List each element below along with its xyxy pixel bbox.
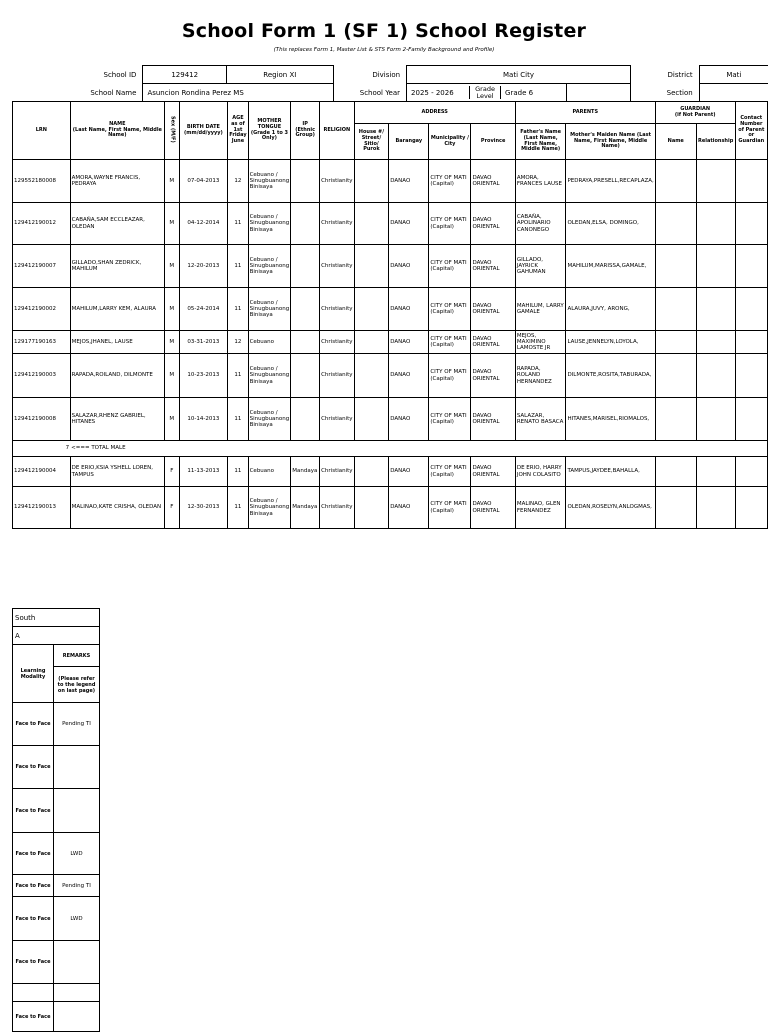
modality-row (13, 1002, 100, 1032)
learning-modality-value: Face to Face (13, 746, 54, 789)
student-age: 11 (228, 457, 248, 487)
student-age: 11 (228, 203, 248, 245)
student-mother: HITANES,MARISEL,RIOMALOS, (566, 398, 655, 441)
student-relationship (696, 331, 735, 354)
student-mother: MAHILUM,MARISSA,GAMALE, (566, 245, 655, 288)
student-house (354, 457, 389, 487)
school-name-value: Asuncion Rondina Perez MS (143, 84, 333, 102)
modality-row (13, 941, 100, 984)
col-name: NAME (Last Name, First Name, Middle Name) (70, 102, 164, 160)
school-info-table (12, 65, 768, 102)
student-father: GILLADO, JAYRICK GAHUMAN (515, 245, 566, 288)
student-relationship (696, 288, 735, 331)
col-mother: Mother's Maiden Name (Last Name, First Name, Middle Name) (566, 124, 655, 160)
student-house (354, 288, 389, 331)
student-relationship (696, 245, 735, 288)
col-birth-date: BIRTH DATE (mm/dd/yyyy) (179, 102, 228, 160)
student-name: MEJOS,JHANEL, LAUSE (70, 331, 164, 354)
student-mother-tongue: Cebuano (248, 457, 291, 487)
student-religion: Christianity (320, 245, 354, 288)
student-mother: OLEDAN,ROSELYN,ANLOGMAS, (566, 487, 655, 529)
modality-row (13, 703, 100, 746)
modality-remarks-table (12, 608, 100, 1032)
student-municipality: CITY OF MATI (Capital) (429, 457, 471, 487)
student-lrn: 129412190008 (13, 398, 71, 441)
student-name: AMORA,WAYNE FRANCIS, PEDRAYA (70, 160, 164, 203)
col-guardian: GUARDIAN (if Not Parent) (655, 102, 735, 124)
student-row (13, 331, 768, 354)
student-age: 11 (228, 245, 248, 288)
division-label: Division (372, 70, 401, 79)
section-label: Section (666, 88, 693, 97)
student-guardian (655, 398, 696, 441)
col-province: Province (471, 124, 515, 160)
student-province: DAVAO ORIENTAL (471, 331, 515, 354)
learning-modality-value (13, 984, 54, 1002)
student-guardian (655, 288, 696, 331)
page-subtitle: (This replaces Form 1, Master List & STS Form 2-Family Background and Profile) (273, 47, 495, 53)
section-continued: A (13, 627, 100, 645)
col-municipality: Municipality / City (429, 124, 471, 160)
learning-modality-value: Face to Face (13, 703, 54, 746)
student-province: DAVAO ORIENTAL (471, 457, 515, 487)
student-mother-tongue: Cebuano / Sinugbuanong Binisaya (248, 487, 291, 529)
learning-modality-header: Learning Modality (13, 645, 54, 703)
student-municipality: CITY OF MATI (Capital) (429, 331, 471, 354)
student-ip: Mandaya (291, 487, 320, 529)
student-barangay: DANAO (389, 160, 429, 203)
col-address: ADDRESS (354, 102, 515, 124)
student-father: MAHILUM, LARRY GAMALE (515, 288, 566, 331)
student-ip (291, 331, 320, 354)
learning-modality-value: Face to Face (13, 941, 54, 984)
school-year-value: 2025 - 2026 (411, 88, 454, 97)
student-province: DAVAO ORIENTAL (471, 245, 515, 288)
student-sex: M (165, 354, 180, 398)
student-ip (291, 354, 320, 398)
student-age: 12 (228, 331, 248, 354)
remarks-value (54, 941, 100, 984)
student-sex: M (165, 160, 180, 203)
student-province: DAVAO ORIENTAL (471, 354, 515, 398)
student-mother-tongue: Cebuano / Sinugbuanong Binisaya (248, 245, 291, 288)
col-parents: PARENTS (515, 102, 655, 124)
grade-level-label: Grade Level (469, 86, 501, 100)
student-religion: Christianity (320, 331, 354, 354)
student-father: SALAZAR, RENATO BASACA (515, 398, 566, 441)
remarks-value (54, 746, 100, 789)
student-mother-tongue: Cebuano / Sinugbuanong Binisaya (248, 160, 291, 203)
student-ip (291, 245, 320, 288)
student-province: DAVAO ORIENTAL (471, 160, 515, 203)
student-religion: Christianity (320, 160, 354, 203)
student-contact (735, 331, 767, 354)
school-id-value: 129412 (143, 66, 227, 84)
modality-row (13, 746, 100, 789)
student-name: GILLADO,SHAN ZEDRICK, MAHILUM (70, 245, 164, 288)
student-name: CABAÑA,SAM ECCLEAZAR, OLEDAN (70, 203, 164, 245)
student-house (354, 245, 389, 288)
student-birth-date: 10-14-2013 (179, 398, 228, 441)
student-father: RAPADA, ROLAND HERNANDEZ (515, 354, 566, 398)
school-year-label: School Year (359, 88, 401, 97)
student-sex: F (165, 487, 180, 529)
student-lrn: 129412190012 (13, 203, 71, 245)
student-birth-date: 12-30-2013 (179, 487, 228, 529)
student-contact (735, 288, 767, 331)
student-municipality: CITY OF MATI (Capital) (429, 245, 471, 288)
student-contact (735, 245, 767, 288)
student-row (13, 245, 768, 288)
modality-row (13, 984, 100, 1002)
student-father: AMORA, FRANCES LAUSE (515, 160, 566, 203)
student-mother-tongue: Cebuano (248, 331, 291, 354)
learning-modality-value: Face to Face (13, 897, 54, 941)
col-barangay: Barangay (389, 124, 429, 160)
remarks-value: LWD (54, 833, 100, 875)
learning-modality-value: Face to Face (13, 1002, 54, 1032)
student-lrn: 129412190002 (13, 288, 71, 331)
student-barangay: DANAO (389, 245, 429, 288)
remarks-value: Pending TI (54, 703, 100, 746)
student-religion: Christianity (320, 457, 354, 487)
student-mother: DILMONTE,ROSITA,TABURADA, (566, 354, 655, 398)
student-relationship (696, 203, 735, 245)
student-birth-date: 12-20-2013 (179, 245, 228, 288)
student-name: RAPADA,ROILAND, DILMONTE (70, 354, 164, 398)
student-name: MALINAO,KATE CRISHA, OLEDAN (70, 487, 164, 529)
remarks-value (54, 789, 100, 833)
page-title: School Form 1 (SF 1) School Register (181, 20, 587, 42)
grade-level-value: Grade 6 (505, 88, 534, 97)
col-guardian-name: Name (655, 124, 696, 160)
learning-modality-value: Face to Face (13, 875, 54, 897)
student-row (13, 160, 768, 203)
student-mother-tongue: Cebuano / Sinugbuanong Binisaya (248, 203, 291, 245)
student-mother: PEDRAYA,PRESELL,RECAPLAZA, (566, 160, 655, 203)
student-barangay: DANAO (389, 354, 429, 398)
student-sex: M (165, 245, 180, 288)
student-house (354, 203, 389, 245)
remarks-header: REMARKS (54, 645, 100, 667)
student-religion: Christianity (320, 354, 354, 398)
student-row (13, 354, 768, 398)
student-contact (735, 160, 767, 203)
student-religion: Christianity (320, 398, 354, 441)
student-province: DAVAO ORIENTAL (471, 288, 515, 331)
student-house (354, 160, 389, 203)
student-father: DE ERIO, HARRY JOHN COLASITO (515, 457, 566, 487)
student-row (13, 203, 768, 245)
col-lrn: LRN (13, 102, 71, 160)
student-lrn: 129412190003 (13, 354, 71, 398)
school-year-grade-cell (407, 84, 567, 102)
student-age: 11 (228, 354, 248, 398)
student-contact (735, 457, 767, 487)
modality-row (13, 875, 100, 897)
student-municipality: CITY OF MATI (Capital) (429, 398, 471, 441)
student-mother: TAMPUS,JAYDEE,BAHALLA, (566, 457, 655, 487)
student-province: DAVAO ORIENTAL (471, 398, 515, 441)
total-male-label: <=== TOTAL MALE (70, 441, 228, 457)
student-mother-tongue: Cebuano / Sinugbuanong Binisaya (248, 354, 291, 398)
student-religion: Christianity (320, 288, 354, 331)
student-row (13, 487, 768, 529)
student-birth-date: 03-31-2013 (179, 331, 228, 354)
student-guardian (655, 487, 696, 529)
student-relationship (696, 398, 735, 441)
student-father: MEJOS, MAXIMINO LAMOSTE JR (515, 331, 566, 354)
student-province: DAVAO ORIENTAL (471, 487, 515, 529)
student-father: CABAÑA, APOLINARIO CANONEGO (515, 203, 566, 245)
student-relationship (696, 487, 735, 529)
student-municipality: CITY OF MATI (Capital) (429, 288, 471, 331)
student-guardian (655, 331, 696, 354)
student-sex: M (165, 398, 180, 441)
student-name: SALAZAR,RHENZ GABRIEL, HITANES (70, 398, 164, 441)
student-age: 11 (228, 487, 248, 529)
school-name-label: School Name (90, 88, 137, 97)
col-contact: Contact Number of Parent or Guardian (735, 102, 767, 160)
student-lrn: 129552180008 (13, 160, 71, 203)
student-municipality: CITY OF MATI (Capital) (429, 160, 471, 203)
student-barangay: DANAO (389, 331, 429, 354)
student-guardian (655, 203, 696, 245)
student-lrn: 129412190013 (13, 487, 71, 529)
student-house (354, 398, 389, 441)
total-male-row (13, 441, 768, 457)
region-continued: South (13, 609, 100, 627)
student-mother: LAUSE,JENNELYN,LOYOLA, (566, 331, 655, 354)
col-mother-tongue: MOTHER TONGUE (Grade 1 to 3 Only) (248, 102, 291, 160)
school-id-label: School ID (103, 70, 137, 79)
student-ip (291, 398, 320, 441)
col-age: AGE as of 1st Friday June (228, 102, 248, 160)
col-sex: Sex (M/F) (165, 102, 180, 160)
student-contact (735, 487, 767, 529)
remarks-value: Pending TI (54, 875, 100, 897)
student-lrn: 129412190007 (13, 245, 71, 288)
student-sex: M (165, 203, 180, 245)
student-father: MALINAO, GLEN FERNANDEZ (515, 487, 566, 529)
student-name: MAHILUM,LARRY KEM, ALAURA (70, 288, 164, 331)
student-barangay: DANAO (389, 487, 429, 529)
student-relationship (696, 160, 735, 203)
student-birth-date: 05-24-2014 (179, 288, 228, 331)
remarks-value (54, 1002, 100, 1032)
student-mother: ALAURA,JUVY, ARONG, (566, 288, 655, 331)
student-barangay: DANAO (389, 398, 429, 441)
student-municipality: CITY OF MATI (Capital) (429, 487, 471, 529)
district-label: District (667, 70, 693, 79)
student-birth-date: 11-13-2013 (179, 457, 228, 487)
student-guardian (655, 160, 696, 203)
total-male-count: 7 (13, 441, 71, 457)
student-ip (291, 288, 320, 331)
student-sex: M (165, 331, 180, 354)
student-mother-tongue: Cebuano / Sinugbuanong Binisaya (248, 398, 291, 441)
student-barangay: DANAO (389, 203, 429, 245)
student-house (354, 487, 389, 529)
col-ip: IP (Ethnic Group) (291, 102, 320, 160)
student-guardian (655, 354, 696, 398)
modality-row (13, 789, 100, 833)
student-lrn: 129177190163 (13, 331, 71, 354)
student-religion: Christianity (320, 203, 354, 245)
student-lrn: 129412190004 (13, 457, 71, 487)
student-age: 12 (228, 160, 248, 203)
student-barangay: DANAO (389, 457, 429, 487)
student-municipality: CITY OF MATI (Capital) (429, 354, 471, 398)
section-value (699, 84, 768, 102)
student-religion: Christianity (320, 487, 354, 529)
col-relationship: Relationship (696, 124, 735, 160)
student-barangay: DANAO (389, 288, 429, 331)
register-table (12, 101, 768, 529)
learning-modality-value: Face to Face (13, 833, 54, 875)
student-contact (735, 398, 767, 441)
student-house (354, 354, 389, 398)
grade-level-spacer (566, 84, 630, 102)
col-house: House #/ Street/ Sitio/ Purok (354, 124, 389, 160)
division-value: Mati City (407, 66, 631, 84)
modality-row (13, 897, 100, 941)
remarks-value: LWD (54, 897, 100, 941)
student-guardian (655, 245, 696, 288)
region-value: Region XI (226, 66, 333, 84)
student-guardian (655, 457, 696, 487)
student-contact (735, 354, 767, 398)
student-province: DAVAO ORIENTAL (471, 203, 515, 245)
student-relationship (696, 354, 735, 398)
student-age: 11 (228, 398, 248, 441)
student-age: 11 (228, 288, 248, 331)
modality-row (13, 833, 100, 875)
col-father: Father's Name (Last Name, First Name, Middle Name) (515, 124, 566, 160)
student-mother: OLEDAN,ELSA, DOMINGO, (566, 203, 655, 245)
student-birth-date: 10-23-2013 (179, 354, 228, 398)
student-birth-date: 07-04-2013 (179, 160, 228, 203)
student-municipality: CITY OF MATI (Capital) (429, 203, 471, 245)
student-name: DE ERIO,KSIA YSHELL LOREN, TAMPUS (70, 457, 164, 487)
student-sex: M (165, 288, 180, 331)
learning-modality-value: Face to Face (13, 789, 54, 833)
student-contact (735, 203, 767, 245)
district-value: Mati (699, 66, 768, 84)
student-row (13, 457, 768, 487)
col-religion: RELIGION (320, 102, 354, 160)
student-row (13, 288, 768, 331)
student-ip (291, 203, 320, 245)
student-birth-date: 04-12-2014 (179, 203, 228, 245)
student-sex: F (165, 457, 180, 487)
student-relationship (696, 457, 735, 487)
student-row (13, 398, 768, 441)
student-ip (291, 160, 320, 203)
student-mother-tongue: Cebuano / Sinugbuanong Binisaya (248, 288, 291, 331)
student-ip: Mandaya (291, 457, 320, 487)
student-house (354, 331, 389, 354)
remarks-legend-note: (Please refer to the legend on last page) (54, 667, 100, 703)
remarks-value (54, 984, 100, 1002)
